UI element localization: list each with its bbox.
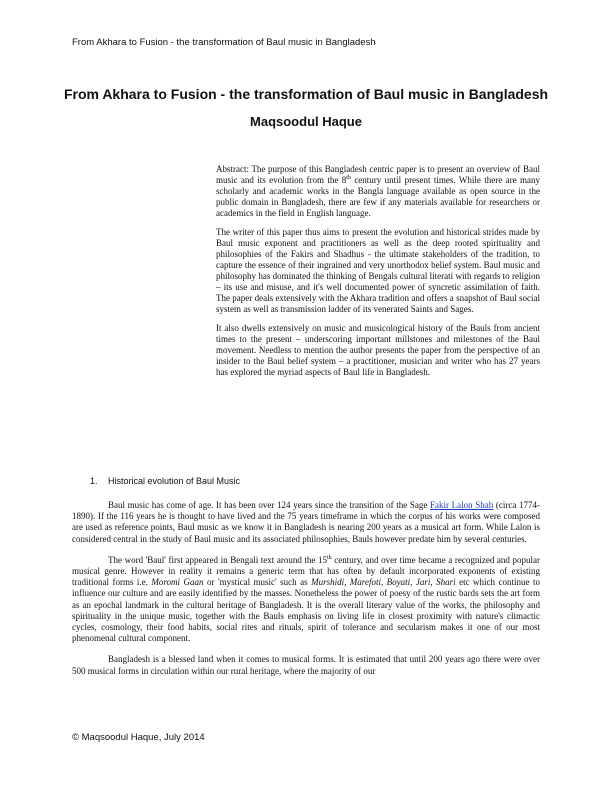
- author-name: Maqsoodul Haque: [250, 114, 362, 129]
- body-paragraph-1: Baul music has come of age. It has been over 124 years since the transition of the Sage Fakir Lalon Shah (circa 1774-1890). If the 116 years he is thought to have lived and the 75 years timeframe in which the corpus of his works were composed are used as reference points, Baul music as we know it in Bangladesh is nearing 200 years as a musical art form. While Lalon is considered central in the study of Baul music and its associated philosophies, Bauls however predate him by several centuries.: [72, 500, 541, 544]
- abstract-label: Abstract:: [216, 164, 249, 174]
- body-text: [72, 500, 540, 687]
- running-header: From Akhara to Fusion - the transformation of Baul music in Bangladesh: [72, 37, 376, 48]
- body-paragraph-2: The word 'Baul' first appeared in Bengali text around the 15th century, and over time became a recognized and popular musical genre. However in reality it remains a generic term that has often by default incorporated exponents of existing traditional forms i.e. Moromi Gaan or 'mystical music' such as Murshidi, Marefoti, Boyati, Jari, Shari etc which continue to influence our culture and are easily identified by the masses. Nonetheless the power of poesy of the rustic bards sets the art form as an epochal landmark in the cultural heritage of Bangladesh. It is the overall literary value of the works, the philosophy and spirituality in the unique music, together with the Bauls emphasis on living life in closest proximity with nature's climactic cycles, cosmology, their food habits, social rites and rituals, spirit of tolerance and secularism makes it one of our most phenomenal cultural component.: [72, 554, 540, 644]
- section-title: Historical evolution of Baul Music: [108, 476, 241, 486]
- copyright-footer: © Maqsoodul Haque, July 2014: [72, 732, 205, 743]
- abstract-paragraph-2: The writer of this paper thus aims to present the evolution and historical strides made by Baul music exponent and practitioners as well as the deep rooted spirituality and philosophies of the Fakirs and Shadhus - the ultimate stakeholders of the tradition, to capture the essence of their ingrained and very unorthodox belief system. Baul music and philosophy has dominated the thinking of Bengals cultural literati with regards to religion – its use and misuse, and it's well documented power of syncretic assimilation of faith. The paper deals extensively with the Akhara tradition and offers a snapshot of Baul social system as well as transmission ladder of its venerated Saints and Sages.: [216, 227, 540, 314]
- document-title: From Akhara to Fusion - the transformation of Baul music in Bangladesh: [63, 86, 549, 102]
- section-number: 1.: [90, 476, 98, 486]
- fakir-lalon-shah-link[interactable]: Fakir Lalon Shah: [430, 500, 494, 510]
- abstract-paragraph-3: It also dwells extensively on music and musicological history of the Bauls from ancient times to the present – underscoring important millstones and milestones of the Baul movement. Needless to mention the author presents the paper from the perspective of an insider to the Baul belief system – a practitioner, musician and writer who has 27 years has explored the myriad aspects of Baul life in Bangladesh.: [216, 323, 540, 377]
- abstract-paragraph-1: Abstract: The purpose of this Bangladesh centric paper is to present an overview of Baul music and its evolution from the 8th century until present times. While there are many scholarly and academic works in the Bangla language available as open source in the public domain in Bangladesh, there are few if any materials available for researchers or academics in the field in English language.: [216, 164, 540, 218]
- body-paragraph-3: Bangladesh is a blessed land when it comes to musical forms. It is estimated that until 200 years ago there were over 500 musical forms in circulation within our rural heritage, where the majority of our: [72, 654, 540, 676]
- abstract: [216, 164, 540, 386]
- section-heading: [90, 476, 240, 486]
